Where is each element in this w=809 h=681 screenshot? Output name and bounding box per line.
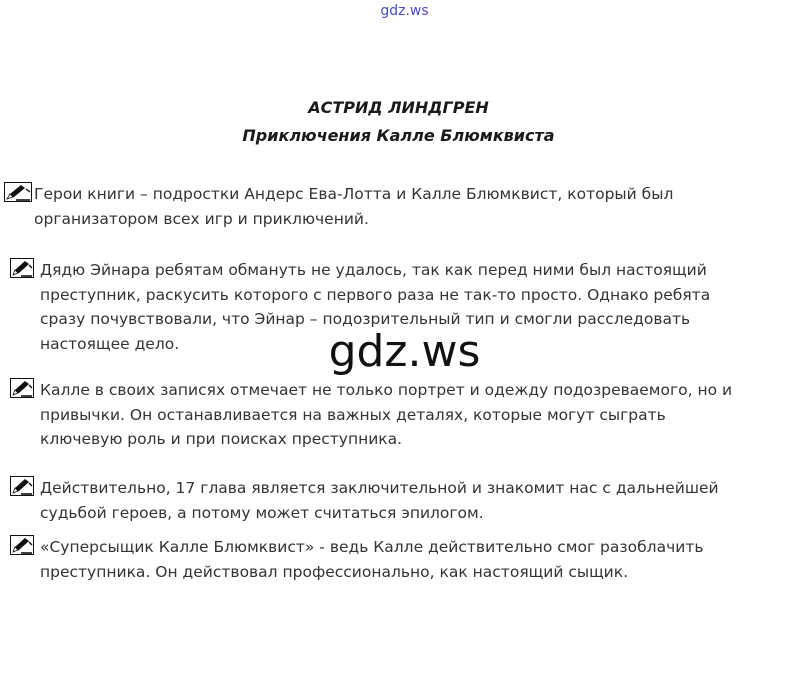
paragraph-line: настоящее дело. xyxy=(40,334,180,353)
paragraph-line: «Суперсыщик Калле Блюмквист» - ведь Калле действительно смог разоблачить xyxy=(40,538,704,556)
pen-note-icon xyxy=(4,182,32,202)
pen-note-icon xyxy=(10,476,34,496)
top-watermark: gdz.ws xyxy=(380,3,429,19)
paragraph-line: привычки. Он останавливается на важных деталях, которые могут сыграть xyxy=(40,405,666,424)
book-title-heading: Приключения Калле Блюмквиста xyxy=(242,126,555,145)
paragraph-line: судьбой героев, а потому может считаться эпилогом. xyxy=(40,503,484,522)
center-watermark: gdz.ws xyxy=(328,326,481,377)
paragraph-line: Дядю Эйнара ребятам обмануть не удалось, так как перед ними был настоящий xyxy=(40,261,707,279)
pen-note-icon xyxy=(10,535,34,555)
pen-note-icon xyxy=(10,378,34,398)
paragraph-line: ключевую роль и при поисках преступника. xyxy=(40,430,403,448)
paragraph-line: сразу почувствовали, что Эйнар – подозрительный тип и смогли расследовать xyxy=(40,310,691,328)
paragraph-line: преступника. Он действовал профессионально, как настоящий сыщик. xyxy=(40,562,629,581)
paragraph-line: Калле в своих записях отмечает не только портрет и одежду подозреваемого, но и xyxy=(40,381,733,399)
author-heading: АСТРИД ЛИНДГРЕН xyxy=(308,98,489,117)
paragraph-line: преступник, раскусить которого с первого раза не так-то просто. Однако ребята xyxy=(40,285,711,304)
paragraph-line: организатором всех игр и приключений. xyxy=(34,209,369,228)
pen-note-icon xyxy=(10,258,34,278)
paragraph-line: Герои книги – подростки Андерс Ева-Лотта и Калле Блюмквист, который был xyxy=(34,185,674,203)
paragraph-line: Действительно, 17 глава является заключительной и знакомит нас с дальнейшей xyxy=(40,479,719,497)
